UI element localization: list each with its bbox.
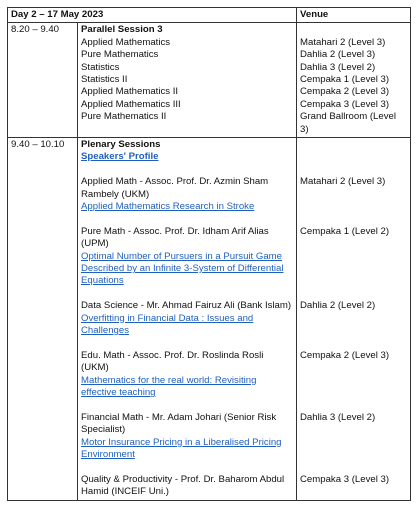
parallel-topic-list [81, 37, 293, 124]
parallel-venue: Dahlia 3 (Level 2) [300, 61, 376, 73]
talk-title-link[interactable]: Applied Mathematics Research in Stroke [81, 201, 255, 213]
parallel-venue: Cempaka 1 (Level 3) [300, 74, 390, 86]
speaker-name: Quality & Productivity - Prof. Dr. Baharom Abdul Hamid (INCEIF Uni.) [81, 473, 285, 498]
plenary-venue: Cempaka 1 (Level 2) [300, 225, 390, 237]
schedule-table [7, 7, 411, 501]
parallel-topic: Pure Mathematics [81, 49, 159, 61]
parallel-venue: Dahlia 2 (Level 3) [300, 49, 376, 61]
plenary-venue-list [300, 176, 407, 486]
parallel-topic: Applied Mathematics [81, 36, 171, 48]
plenary-venue: Matahari 2 (Level 3) [300, 176, 386, 188]
parallel-venue-list [300, 37, 407, 136]
parallel-venue: Grand Ballroom (Level 3) [300, 111, 396, 135]
talk-title-link[interactable]: Motor Insurance Pricing in a Liberalised Pricing Environment [81, 436, 282, 461]
parallel-topic: Applied Mathematics II [81, 86, 179, 98]
parallel-topics [78, 23, 297, 138]
plenary-talk [81, 176, 293, 213]
parallel-venue: Cempaka 3 (Level 3) [300, 98, 390, 110]
parallel-venues [297, 23, 411, 138]
speaker-name: Pure Math - Assoc. Prof. Dr. Idham Arif Alias (UPM) [81, 225, 269, 250]
talk-title-link[interactable]: Overfitting in Financial Data : Issues and Challenges [81, 312, 254, 337]
plenary-talks [78, 138, 297, 501]
parallel-topic: Applied Mathematics III [81, 98, 181, 110]
plenary-venue: Dahlia 3 (Level 2) [300, 411, 376, 423]
speakers-profile-link[interactable]: Speakers' Profile [81, 151, 159, 163]
talk-title-link[interactable]: Optimal Number of Pursuers in a Pursuit Game Described by an Infinite 3-System of Differential Equations [81, 250, 284, 287]
speaker-name: Data Science - Mr. Ahmad Fairuz Ali (Bank Islam) [81, 300, 292, 312]
speaker-name: Applied Math - Assoc. Prof. Dr. Azmin Sham Rambely (UKM) [81, 176, 269, 200]
header-row [8, 8, 411, 23]
speaker-name: Edu. Math - Assoc. Prof. Dr. Roslinda Rosli (UKM) [81, 349, 264, 374]
parallel-time: 8.20 – 9.40 [8, 23, 78, 138]
plenary-talk [81, 474, 293, 499]
plenary-talk [81, 412, 293, 462]
plenary-venues [297, 138, 411, 501]
plenary-talk [81, 226, 293, 288]
parallel-session-row [8, 23, 411, 138]
plenary-talk [81, 350, 293, 400]
plenary-venue: Dahlia 2 (Level 2) [300, 300, 376, 312]
parallel-topic: Statistics [81, 61, 120, 73]
parallel-topic: Pure Mathematics II [81, 111, 167, 123]
plenary-time: 9.40 – 10.10 [8, 138, 78, 501]
plenary-session-row [8, 138, 411, 501]
parallel-venue: Cempaka 2 (Level 3) [300, 86, 390, 98]
parallel-title: Parallel Session 3 [81, 24, 163, 36]
plenary-venue: Cempaka 2 (Level 3) [300, 349, 390, 361]
plenary-title: Plenary Sessions [81, 139, 161, 151]
parallel-venue: Matahari 2 (Level 3) [300, 36, 386, 48]
plenary-venue: Cempaka 3 (Level 3) [300, 473, 390, 485]
plenary-talk-list [81, 176, 293, 498]
parallel-topic: Statistics II [81, 74, 128, 86]
plenary-talk [81, 300, 293, 337]
day-header: Day 2 – 17 May 2023 [8, 8, 297, 23]
talk-title-link[interactable]: Mathematics for the real world: Revisiting effective teaching [81, 374, 257, 399]
speaker-name: Financial Math - Mr. Adam Johari (Senior Risk Specialist) [81, 411, 277, 436]
venue-header: Venue [297, 8, 411, 23]
